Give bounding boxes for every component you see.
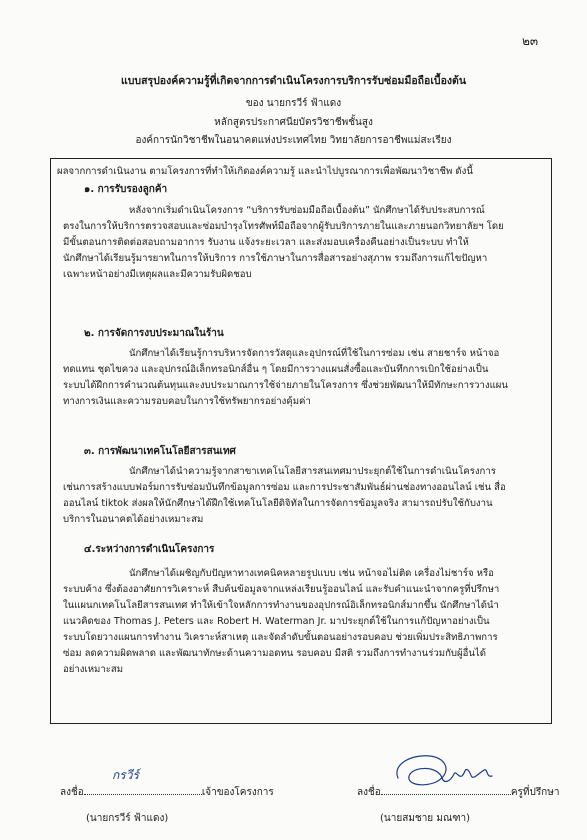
intro-text: ผลจากการดำเนินงาน ตามโครงการที่ทำให้เกิดองค์ความรู้ และนำไปบูรณาการเพื่อพัฒนาวิชาชีพ ดังนี้ (57, 166, 473, 177)
body-line: เช่นการสร้างแบบฟอร์มการรับซ่อมบันทึกข้อมูลการซ่อม และการประชาสัมพันธ์ผ่านช่องทางออนไลน์ เช่น สื่อ (63, 482, 506, 493)
body-line: นักศึกษาได้เรียนรู้มารยาทในการให้บริการ การใช้ภาษาในการสื่อสารอย่างสุภาพ รวมถึงการแก้ไขปัญหา (63, 253, 488, 264)
section-heading-2: ๒. การจัดการงบประมาณในร้าน (84, 328, 224, 339)
document-title: แบบสรุปองค์ความรู้ที่เกิดจากการดำเนินโครงการบริการรับซ่อมมือถือเบื้องต้น (120, 75, 467, 87)
body-line: มีขั้นตอนการติดต่อสอบถามอาการ รับงาน แจ้งระยะเวลา และส่งมอบเครื่องคืนอย่างเป็นระบบ ทำให้ (63, 237, 469, 248)
signature-line-left (60, 785, 274, 800)
course-line: หลักสูตรประกาศนียบัตรวิชาชีพชั้นสูง (214, 117, 373, 128)
page-number: ๒๓ (522, 34, 539, 48)
body-line: ออนไลน์ tiktok ส่งผลให้นักศึกษาได้ฝึกใช้เทคโนโลยีดิจิทัลในการจัดการข้อมูลจริง สามารถปรับใช้กับงาน (63, 498, 493, 509)
section-heading-3: ๓. การพัฒนาเทคโนโลยีสารสนเทศ (84, 446, 236, 457)
section-body-2 (63, 346, 541, 410)
body-line: เฉพาะหน้าอย่างมีเหตุผลและมีความรับผิดชอบ (63, 269, 252, 280)
section-heading-4: ๔.ระหว่างการดำเนินโครงการ (84, 544, 215, 555)
section-body-3 (63, 464, 541, 528)
body-line: ทดแทน ชุดไขควง และอุปกรณ์อิเล็กทรอนิกส์อื่น ๆ โดยมีการวางแผนสั่งซื้อและบันทึกการเบิกใช้อย่างเป็น (63, 364, 489, 375)
body-line: นักศึกษาได้เผชิญกับปัญหาทางเทคนิคหลายรูปแบบ เช่น หน้าจอไม่ติด เครื่องไม่ชาร์จ หรือ (129, 568, 494, 579)
body-line: แนวคิดของ Thomas J. Peters และ Robert H. Waterman Jr. มาประยุกต์ใช้ในการแก้ปัญหาอย่างเป็น (63, 616, 490, 627)
section-heading-1: ๑. การรับรองลูกค้า (84, 184, 168, 195)
body-line: หลังจากเริ่มดำเนินโครงการ “บริการรับซ่อมมือถือเบื้องต้น” นักศึกษาได้รับประสบการณ์ (129, 205, 485, 216)
signer-role: เจ้าของโครงการ (201, 787, 274, 798)
body-line: ระบบโดยวางแผนการทำงาน วิเคราะห์สาเหตุ และจัดลำดับขั้นตอนอย่างรอบคอบ ช่วยเพิ่มประสิทธิภาพการ (63, 632, 498, 643)
sign-prefix: ลงชื่อ (60, 787, 84, 798)
body-line: บริการในอนาคตได้อย่างเหมาะสม (63, 514, 204, 525)
body-line: ในแผนกเทคโนโลยีสารสนเทศ ทำให้เข้าใจหลักการทำงานของอุปกรณ์อิเล็กทรอนิกส์มากขึ้น นักศึกษาได้นำ (63, 600, 499, 611)
body-line: ระบบค้าง ซึ่งต้องอาศัยการวิเคราะห์ สืบค้นข้อมูลจากแหล่งเรียนรู้ออนไลน์ และรับคำแนะนำจากครูที่ปรึกษา (63, 584, 500, 595)
body-line: ระบบได้ฝึกการคำนวณต้นทุนและงบประมาณการใช้จ่ายภายในโครงการ ซึ่งช่วยพัฒนาให้มีทักษะการวางแผน (63, 380, 508, 391)
signer-role: ครูที่ปรึกษา (510, 787, 560, 798)
body-line: ทางการเงินและความรอบคอบในการใช้ทรัพยากรอย่างคุ้มค่า (63, 396, 311, 407)
signer-name-left: (นายกรวีร์ ฟ้าแดง) (86, 813, 169, 824)
organization-line: องค์การนักวิชาชีพในอนาคตแห่งประเทศไทย วิทยาลัยการอาชีพแม่สะเรียง (135, 135, 452, 146)
body-line: ตรงในการให้บริการตรวจสอบและซ่อมบำรุงโทรศัพท์มือถือจากผู้รับบริการภายในและภายนอกวิทยาลัยฯ โดย (63, 221, 504, 232)
body-line: นักศึกษาได้เรียนรู้การบริหารจัดการวัสดุและอุปกรณ์ที่ใช้ในการซ่อม เช่น สายชาร์จ หน้าจอ (129, 348, 500, 359)
dotted-line (84, 785, 202, 795)
body-line: อย่างเหมาะสม (63, 664, 124, 675)
handwritten-signature-right (392, 748, 502, 794)
sign-prefix: ลงชื่อ (357, 787, 381, 798)
section-body-4 (63, 566, 541, 678)
body-line: ซ่อม ลดความผิดพลาด และพัฒนาทักษะด้านความอดทน รอบคอบ มีสติ รวมถึงการทำงานร่วมกับผู้อื่นได้ (63, 648, 486, 659)
author-line: ของ นายกรวีร์ ฟ้าแดง (245, 98, 342, 109)
section-body-1 (63, 203, 541, 283)
handwritten-signature-left: กรวีร์ (112, 768, 139, 782)
body-line: นักศึกษาได้นำความรู้จากสาขาเทคโนโลยีสารสนเทศมาประยุกต์ใช้ในการดำเนินโครงการ (129, 466, 496, 477)
signer-name-right: (นายสมชาย มณฑา) (380, 813, 471, 824)
